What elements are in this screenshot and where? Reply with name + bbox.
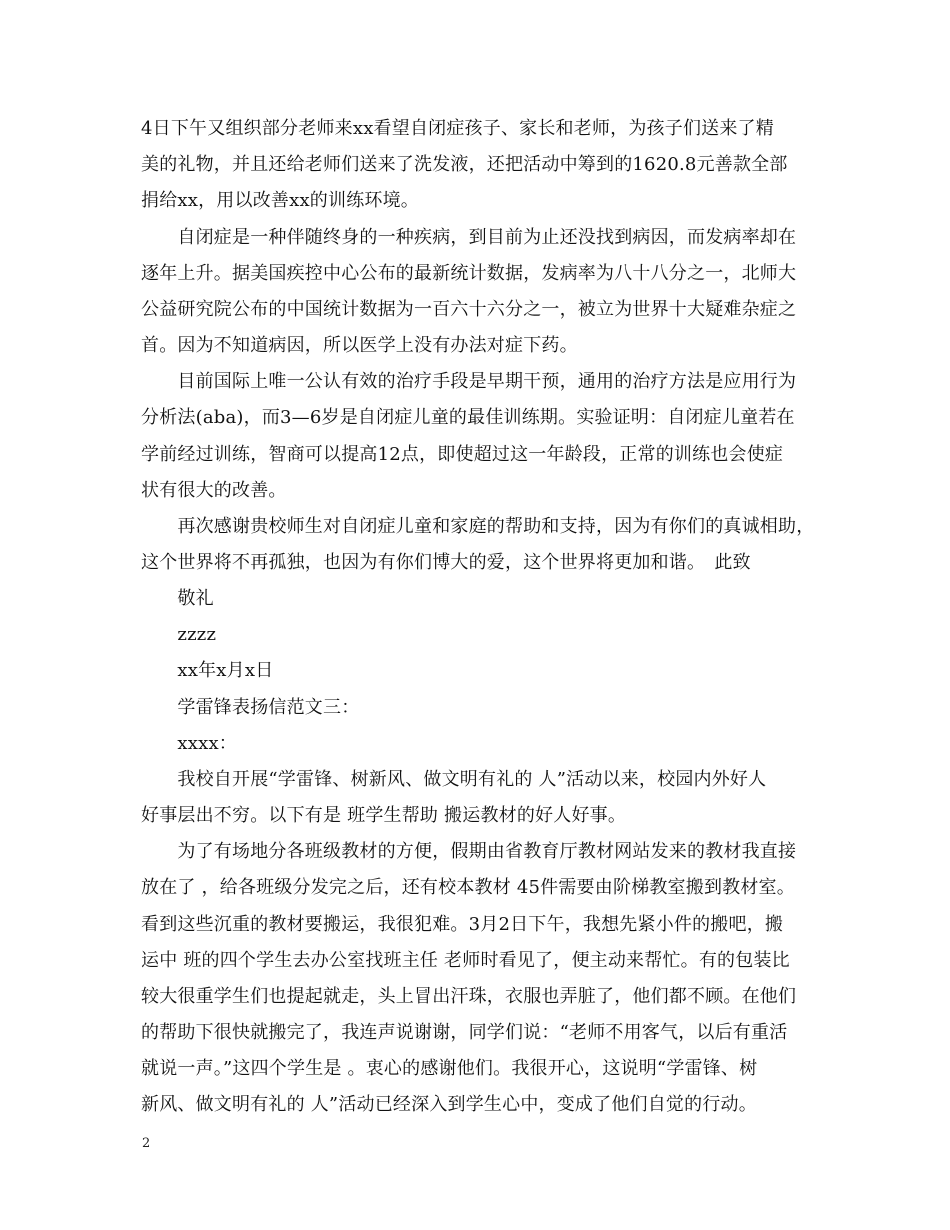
- text-line: 逐年上升。据美国疾控中心公布的最新统计数据，发病率为八十八分之一，北师大: [141, 263, 797, 284]
- text-line: 捐给xx，用以改善xx的训练环境。: [141, 190, 420, 211]
- text-line: 美的礼物，并且还给老师们送来了洗发液，还把活动中筹到的1620.8元善款全部: [141, 154, 788, 175]
- text-line: zzzz: [141, 624, 217, 645]
- text-line: 4日下午又组织部分老师来xx看望自闭症孩子、家长和老师，为孩子们送来了精: [141, 118, 774, 139]
- text-line: 运中 班的四个学生去办公室找班主任 老师时看见了，便主动来帮忙。有的包装比: [141, 950, 790, 971]
- text-line: 放在了 ，给各班级分发完之后，还有校本教材 45件需要由阶梯教室搬到教材室。: [141, 877, 795, 898]
- text-line: 首。因为不知道病因，所以医学上没有办法对症下药。: [141, 335, 578, 356]
- text-line: 看到这些沉重的教材要搬运，我很犯难。3月2日下午，我想先紧小件的搬吧，搬: [141, 914, 784, 935]
- text-line: 状有很大的改善。: [141, 480, 287, 501]
- text-line: 我校自开展“学雷锋、树新风、做文明有礼的 人”活动以来，校园内外好人: [141, 769, 767, 790]
- text-line: 的帮助下很快就搬完了，我连声说谢谢，同学们说：“老师不用客气，以后有重活: [141, 1022, 788, 1043]
- text-line: 学前经过训练，智商可以提高12点，即使超过这一年龄段，正常的训练也会使症: [141, 444, 784, 465]
- text-line: 自闭症是一种伴随终身的一种疾病，到目前为止还没找到病因，而发病率却在: [141, 227, 797, 248]
- text-line: 公益研究院公布的中国统计数据为一百六十六分之一，被立为世界十大疑难杂症之: [141, 299, 797, 320]
- text-line: xx年x月x日: [141, 660, 274, 681]
- text-line: 敬礼: [141, 588, 214, 609]
- text-line: 这个世界将不再孤独，也因为有你们博大的爱，这个世界将更加和谐。 此致: [141, 552, 751, 573]
- text-line: 较大很重学生们也提起就走，头上冒出汗珠，衣服也弄脏了，他们都不顾。在他们: [141, 986, 797, 1007]
- text-line: 好事层出不穷。以下有是 班学生帮助 搬运教材的好人好事。: [141, 805, 627, 826]
- text-line: 分析法(aba)，而3—6岁是自闭症儿童的最佳训练期。实验证明：自闭症儿童若在: [141, 407, 795, 428]
- text-line: 学雷锋表扬信范文三：: [141, 697, 360, 718]
- text-line: 新风、做文明有礼的 人”活动已经深入到学生心中，变成了他们自觉的行动。: [141, 1094, 757, 1115]
- text-line: 目前国际上唯一公认有效的治疗手段是早期干预，通用的治疗方法是应用行为: [141, 371, 797, 392]
- page-number: 2: [142, 1136, 151, 1151]
- text-line: xxxx：: [141, 733, 238, 754]
- text-line: 就说一声。”这四个学生是 。衷心的感谢他们。我很开心，这说明“学雷锋、树: [141, 1058, 758, 1079]
- text-line: 再次感谢贵校师生对自闭症儿童和家庭的帮助和支持，因为有你们的真诚相助，: [141, 516, 815, 537]
- text-line: 为了有场地分各班级教材的方便，假期由省教育厅教材网站发来的教材我直接: [141, 841, 797, 862]
